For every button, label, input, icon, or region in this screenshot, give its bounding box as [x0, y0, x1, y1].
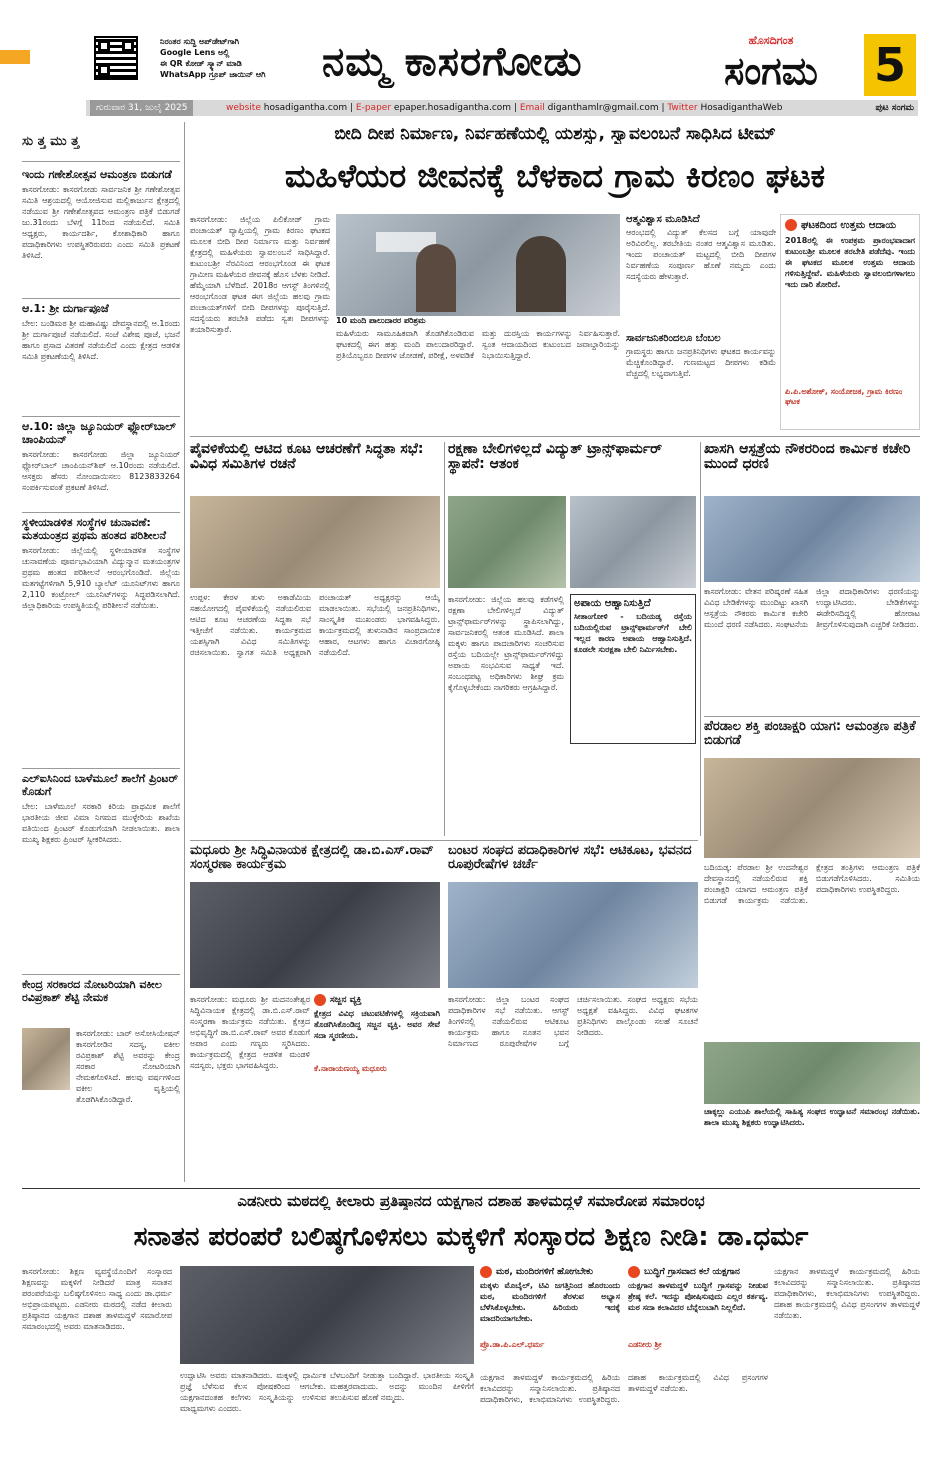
- bottom-col-mid: ಯಕ್ಷಗಾನ ತಾಳಮದ್ದಳೆ ಕಾರ್ಯಕ್ರಮದಲ್ಲಿ ಹಿರಿಯ ಕಲಾವಿದರನ್ನು ಸನ್ಮಾನಿಸಲಾಯಿತು. ಪ್ರತಿಷ್ಠಾನದ ಪದಾಧಿಕಾರಿಗಳು, ಕಲಾಭಿಮಾನಿಗಳು ಉಪಸ್ಥಿತರಿದ್ದರು. ದಶಾಹ ಕಾರ್ಯಕ್ರಮದಲ್ಲಿ ವಿವಿಧ ಪ್ರಸಂಗಗಳ ತಾಳಮದ್ದಳೆ ನಡೆಯಿತು.: [480, 1373, 768, 1404]
- transformer-photo-1: [448, 496, 566, 588]
- story-headline: ಪೆರಡಾಲ ಶಕ್ತಿ ಪಂಚಾಕ್ಷರಿ ಯಾಗ: ಆಮಂತ್ರಣ ಪತ್ರಿಕೆ ಬಿಡುಗಡೆ: [704, 720, 916, 748]
- bottom-photo: [180, 1266, 474, 1364]
- masthead: [0, 0, 945, 118]
- story-body: ಕಾಸರಗೋಡು: ಮಧೂರು ಶ್ರೀ ಮದನಂತೇಶ್ವರ ಸಿದ್ಧಿವಿನಾಯಕ ಕ್ಷೇತ್ರದಲ್ಲಿ ಡಾ.ಬಿ.ಎಸ್.ರಾವ್ ಸಂಸ್ಮರಣಾ ಕಾರ್ಯಕ್ರಮ ನಡೆಯಿತು. ಕ್ಷೇತ್ರದ ಅಭಿವೃದ್ಧಿಗೆ ಡಾ.ಬಿ.ಎಸ್.ರಾವ್ ಅವರ ಕೊಡುಗೆ ಅಪಾರ ಎಂದು ಗಣ್ಯರು ಸ್ಮರಿಸಿದರು. ಕಾರ್ಯಕ್ರಮದಲ್ಲಿ ಕ್ಷೇತ್ರದ ಆಡಳಿತ ಮಂಡಳಿ ಸದಸ್ಯರು, ಭಕ್ತರು ಭಾಗವಹಿಸಿದ್ದರು.: [190, 995, 310, 1070]
- story-box-head: ಅಪಾಯ ಆಹ್ವಾನಿಸುತ್ತಿದೆ: [574, 598, 651, 609]
- lead-quote: [780, 214, 920, 430]
- page-number: 5: [864, 34, 916, 96]
- sidebar-item-body: ಕಾಸರಗೋಡು: ಕಾಸರಗೋಡು ಜಿಲ್ಲಾ ಜ್ಯೂನಿಯರ್ ಫ್ಲೋರ್‌ಬಾಲ್ ಚಾಂಪಿಯನ್‌ಶಿಪ್ ಆ.10ರಂದು ನಡೆಯಲಿದೆ. ಆಸಕ್ತರು ಹೆಸರು ನೋಂದಾಯಿಸಲು 8123833264 ಸಂಪರ್ಕಿಸುವಂತೆ ಪ್ರಕಟಣೆ ತಿಳಿಸಿದೆ.: [22, 450, 180, 492]
- bottom-quote-2-head: ಬುದ್ಧಿಗೆ ಗ್ರಾಸವಾದ ಕಲೆ ಯಕ್ಷಗಾನ: [644, 1267, 740, 1277]
- story-photo: [190, 882, 440, 988]
- story-quote-body: ಕ್ಷೇತ್ರದ ವಿವಿಧ ಚಟುವಟಿಕೆಗಳಲ್ಲಿ ಸಕ್ರಿಯವಾಗಿ ತೊಡಗಿಸಿಕೊಂಡಿದ್ದ ಸಜ್ಜನ ವ್ಯಕ್ತಿ. ಅವರ ಸೇವೆ ಸದಾ ಸ್ಮರಣೀಯ.: [314, 1009, 440, 1040]
- bottom-col-1: ಕಾಸರಗೋಡು: ಶಿಕ್ಷಣ ವ್ಯವಸ್ಥೆಯೊಂದಿಗೆ ಸಂಸ್ಕಾರದ ಶಿಕ್ಷಣವನ್ನು ಮಕ್ಕಳಿಗೆ ನೀಡಿದರೆ ಮಾತ್ರ ಸನಾತನ ಪರಂಪರೆಯನ್ನು ಬಲಿಷ್ಠಗೊಳಿಸಲು ಸಾಧ್ಯ ಎಂದು ಡಾ.ಧರ್ಮ ಅಭಿಪ್ರಾಯಪಟ್ಟರು. ಎಡನೀರು ಮಠದಲ್ಲಿ ನಡೆದ ಕೀಲಾರು ಪ್ರತಿಷ್ಠಾನದ ಯಕ್ಷಗಾನ ದಶಾಹ ತಾಳಮದ್ದಳೆ ಸಮಾರೋಪ ಸಮಾರಂಭದಲ್ಲಿ ಅವರು ಮಾತನಾಡಿದರು.: [22, 1267, 172, 1331]
- bottom-quote-2-credit: ಎಡನೀರು ಶ್ರೀ: [628, 1340, 662, 1349]
- quote-icon: [628, 1266, 640, 1278]
- story-hospital-protest: [704, 442, 920, 712]
- sidebar-item-head: ಎಲ್‌ಐಸಿನಿಂದ ಬಾಳೆಮೂಲೆ ಶಾಲೆಗೆ ಪ್ರಿಂಟರ್ ಕೊಡುಗೆ: [22, 772, 178, 798]
- lead-photo-caption: 10 ಮಂದಿ ಪಾಲುದಾರರ ಪರಿಶ್ರಮ: [336, 316, 426, 325]
- bottom-kicker: ಎಡನೀರು ಮಠದಲ್ಲಿ ಕೀಲಾರು ಪ್ರತಿಷ್ಠಾನದ ಯಕ್ಷಗಾನ ದಶಾಹ ತಾಳಮದ್ದಳೆ ಸಮಾರೋಪ ಸಮಾರಂಭ: [237, 1192, 705, 1210]
- sidebar: [22, 122, 180, 1182]
- story-headline: ಖಾಸಗಿ ಆಸ್ಪತ್ರೆಯ ನೌಕರರಿಂದ ಕಾರ್ಮಿಕ ಕಚೇರಿ ಮುಂದೆ ಧರಣಿ: [704, 442, 911, 472]
- whatsapp-promo: [160, 36, 308, 80]
- school-photo: [704, 1042, 920, 1104]
- transformer-photo-2: [570, 496, 696, 588]
- page-title: ನಮ್ಮ ಕಾಸರಗೋಡು: [322, 39, 583, 85]
- quote-icon: [314, 994, 326, 1006]
- story-quote-credit: ಕೆ.ನಾರಾಯಣಯ್ಯ ಮಧೂರು: [314, 1064, 387, 1073]
- story-madhur: [190, 844, 440, 1184]
- bottom-headline: ಸನಾತನ ಪರಂಪರೆ ಬಲಿಷ್ಠಗೊಳಿಸಲು ಮಕ್ಕಳಿಗೆ ಸಂಸ್ಕಾರದ ಶಿಕ್ಷಣ ನೀಡಿ: ಡಾ.ಧರ್ಮ: [133, 1222, 809, 1252]
- info-strip: ಗುರುವಾರ 31, ಜುಲೈ 2025 website hosadigantha.com | E-paper epaper.hosadigantha.com | Email diganthamlr@gmail.com | Twitter HosadiganthaWeb ಪುಟ ಸಂಗಮ: [86, 100, 918, 116]
- bottom-quote-2-body: ಯಕ್ಷಗಾನ ತಾಳಮದ್ದಳೆ ಬುದ್ಧಿಗೆ ಗ್ರಾಸವನ್ನು ನೀಡುವ ಶ್ರೇಷ್ಠ ಕಲೆ. ಇದನ್ನು ಪೋಷಿಸುವುದು ಎಲ್ಲರ ಕರ್ತವ್ಯ. ಮಠ ಸದಾ ಕಲಾವಿದರ ಬೆನ್ನೆಲುಬಾಗಿ ನಿಲ್ಲಲಿದೆ.: [628, 1281, 768, 1312]
- bottom-quote-1: [480, 1266, 620, 1366]
- lead-box2-head: ಸಾರ್ವಜನಿಕರಿಂದಲೂ ಬೆಂಬಲ: [626, 333, 721, 344]
- story-headline: ರಕ್ಷಣಾ ಬೇಲಿಗಳಿಲ್ಲದೆ ವಿದ್ಯುತ್ ಟ್ರಾನ್ಸ್‌ಫಾರ್ಮರ್ ಸ್ಥಾಪನೆ: ಆತಂಕ: [448, 442, 663, 472]
- portrait-photo: [22, 1028, 70, 1090]
- lead-quote-credit: ಪಿ.ಪಿ.ಅಶೋಕ್, ಸಂಯೋಜಕ, ಗ್ರಾಮ ಕಿರಣಂ ಘಟಕ: [785, 387, 903, 406]
- brand-small: ಹೊಸದಿಗಂತ: [748, 34, 794, 47]
- issue-date: ಗುರುವಾರ 31, ಜುಲೈ 2025: [90, 100, 193, 116]
- story-headline: ಬಂಟರ ಸಂಘದ ಪದಾಧಿಕಾರಿಗಳ ಸಭೆ: ಆಟಿಕೂಟ, ಭವನದ ರೂಪುರೇಷೆಗಳ ಚರ್ಚೆ: [448, 844, 692, 872]
- lead-box-head: ಆತ್ಮವಿಶ್ವಾಸ ಮೂಡಿಸಿದೆ: [626, 214, 700, 225]
- sidebar-logo: ಸು ತ್ತ ಮು ತ್ತ: [22, 122, 180, 162]
- sidebar-item: [22, 302, 180, 414]
- sidebar-item: [22, 168, 180, 296]
- lead-col-mid: ಮಹಿಳೆಯರು ಸಾಮೂಹಿಕವಾಗಿ ತೊಡಗಿಕೊಂಡಿರುವ ಘಟಕದಲ್ಲಿ ಈಗ ಹತ್ತು ಮಂದಿ ಪಾಲುದಾರರಿದ್ದಾರೆ. ಪ್ರತಿಯೊಬ್ಬರೂ ದೀಪಗಳ ಜೋಡಣೆ, ಪರೀಕ್ಷೆ, ಅಳವಡಿಕೆ ಮತ್ತು ದುರಸ್ತಿಯ ಕಾರ್ಯಗಳನ್ನು ನಿರ್ವಹಿಸುತ್ತಾರೆ. ಸ್ವಂತ ಆದಾಯದಿಂದ ಕುಟುಂಬದ ಜವಾಬ್ದಾರಿಯನ್ನು ನಿಭಾಯಿಸುತ್ತಿದ್ದಾರೆ.: [336, 329, 620, 360]
- quote-icon: [785, 219, 797, 231]
- website-link[interactable]: hosadigantha.com: [263, 103, 348, 113]
- lead-photo: [336, 214, 620, 316]
- sidebar-item-body: ಕಾಸರಗೋಡು: ಕಾಸರಗೋಡು ಸಾರ್ವಜನಿಕ ಶ್ರೀ ಗಣೇಶೋತ್ಸವ ಸಮಿತಿ ಆಶ್ರಯದಲ್ಲಿ ಆಯೋಜಿಸುವ ಮಲ್ಲಿಕಾರ್ಜುನ ಕ್ಷೇತ್ರದಲ್ಲಿ ನಡೆಯುವ ಶ್ರೀ ಗಣೇಶೋತ್ಸವದ ಆಮಂತ್ರಣ ಪತ್ರಿಕೆ ಬಿಡುಗಡೆ ಜು.31ರಂದು ಬೆಳಗ್ಗೆ 11ರಿಂದ ನಡೆಯಲಿದೆ. ಸಮಿತಿ ಅಧ್ಯಕ್ಷರು, ಕಾರ್ಯದರ್ಶಿ, ಕೋಶಾಧಿಕಾರಿ ಹಾಗೂ ಪದಾಧಿಕಾರಿಗಳು ಉಪಸ್ಥಿತರಿರುವರು ಎಂದು ಸಮಿತಿ ಪ್ರಕಟಣೆ ತಿಳಿಸಿದೆ.: [22, 185, 180, 260]
- story-headline: ಮಧೂರು ಶ್ರೀ ಸಿದ್ಧಿವಿನಾಯಕ ಕ್ಷೇತ್ರದಲ್ಲಿ ಡಾ.ಬಿ.ಎಸ್.ರಾವ್ ಸಂಸ್ಮರಣಾ ಕಾರ್ಯಕ್ರಮ: [190, 844, 434, 872]
- story-box: [570, 594, 696, 744]
- story-quote-head: ಸಜ್ಜನ ವ್ಯಕ್ತಿ: [330, 995, 362, 1005]
- bottom-col-3: ಬೆಳಬಂದಿಗೆ ನೀಡುತ್ತಾ ಬಂದಿದ್ದಾರೆ. ಭಾರತೀಯ ಸಂಸ್ಕೃತಿ ಮಹತ್ತರವಾದುದು. ಅದನ್ನು ಮುಂದಿನ ಪೀಳಿಗೆಗೆ ತಲುಪಿಸುವ ಹೊಣೆ ನಮ್ಮದು.: [330, 1371, 474, 1402]
- bottom-quote-1-credit: ಪ್ರೊ.ಡಾ.ಪಿ.ಎಲ್.ಧರ್ಮ: [480, 1340, 545, 1349]
- promo-line-4: WhatsApp ಗ್ರೂಪ್ ಜಾಯಿನ್ ಆಗಿ: [160, 70, 266, 79]
- sidebar-item-head: ಆ.1: ಶ್ರೀ ದುರ್ಗಾಪೂಜೆ: [22, 302, 109, 315]
- bottom-col-right: ಯಕ್ಷಗಾನ ತಾಳಮದ್ದಳೆ ಕಾರ್ಯಕ್ರಮದಲ್ಲಿ ಹಿರಿಯ ಕಲಾವಿದರನ್ನು ಸನ್ಮಾನಿಸಲಾಯಿತು. ಪ್ರತಿಷ್ಠಾನದ ಪದಾಧಿಕಾರಿಗಳು, ಕಲಾಭಿಮಾನಿಗಳು ಉಪಸ್ಥಿತರಿದ್ದರು. ದಶಾಹ ಕಾರ್ಯಕ್ರಮದಲ್ಲಿ ವಿವಿಧ ಪ್ರಸಂಗಗಳ ತಾಳಮದ್ದಳೆ ನಡೆಯಿತು.: [774, 1267, 920, 1320]
- school-caption: ಚಾಕ್ಕಲ್ಲು ಎಯುಪಿ ಶಾಲೆಯಲ್ಲಿ ಸಾಹಿತ್ಯ ಸಂಘದ ಉದ್ಘಾಟನೆ ಸಮಾರಂಭ ನಡೆಯಿತು. ಶಾಲಾ ಮುಖ್ಯ ಶಿಕ್ಷಕರು ಉದ್ಘಾಟಿಸಿದರು.: [704, 1107, 920, 1127]
- promo-line-2: Google Lens ಅಲ್ಲಿ: [160, 48, 230, 57]
- sidebar-item-head: ಆ.10: ಜಿಲ್ಲಾ ಜ್ಯೂನಿಯರ್ ಫ್ಲೋರ್‌ಬಾಲ್ ಚಾಂಪಿಯನ್: [22, 420, 176, 446]
- email-link[interactable]: diganthamlr@gmail.com: [547, 103, 659, 113]
- bottom-quote-1-body: ಮಕ್ಕಳು ಮೊಬೈಲ್, ಟಿವಿ ಜಗತ್ತಿನಿಂದ ಹೊರಬಂದು ಮಠ, ಮಂದಿರಗಳಿಗೆ ತೆರಳುವ ಅಭ್ಯಾಸ ಬೆಳೆಸಿಕೊಳ್ಳಬೇಕು. ಹಿರಿಯರು ಇದಕ್ಕೆ ಮಾದರಿಯಾಗಬೇಕು.: [480, 1281, 620, 1323]
- lead-quote-head: ಘಟಕದಿಂದ ಉತ್ತಮ ಆದಾಯ: [801, 219, 897, 231]
- story-body: ಉಪ್ಪಳ: ಕೇರಳ ತುಳು ಅಕಾಡೆಮಿಯ ಸಹಯೋಗದಲ್ಲಿ ಪೈವಳಿಕೆಯಲ್ಲಿ ನಡೆಯಲಿರುವ ಆಟಿದ ಕೂಟ ಆಚರಣೆಯ ಸಿದ್ಧತಾ ಸಭೆ ಇತ್ತೀಚೆಗೆ ನಡೆಯಿತು. ಕಾರ್ಯಕ್ರಮದ ಯಶಸ್ಸಿಗಾಗಿ ವಿವಿಧ ಸಮಿತಿಗಳನ್ನು ರಚಿಸಲಾಯಿತು. ಸ್ವಾಗತ ಸಮಿತಿ ಅಧ್ಯಕ್ಷರಾಗಿ ಪಂಚಾಯತ್ ಅಧ್ಯಕ್ಷರನ್ನು ಆಯ್ಕೆ ಮಾಡಲಾಯಿತು. ಸಭೆಯಲ್ಲಿ ಜನಪ್ರತಿನಿಧಿಗಳು, ಸಾಂಸ್ಕೃತಿಕ ಮುಖಂಡರು ಭಾಗವಹಿಸಿದ್ದರು. ಕಾರ್ಯಕ್ರಮದಲ್ಲಿ ತುಳುನಾಡಿನ ಸಾಂಪ್ರದಾಯಿಕ ಆಹಾರ, ಆಟಗಳು ಹಾಗೂ ವಿಚಾರಗೋಷ್ಠಿ ನಡೆಯಲಿದೆ.: [190, 593, 440, 657]
- lead-col-1: ಕಾಸರಗೋಡು: ಜಿಲ್ಲೆಯ ಪಿಲಿಕೋಡ್ ಗ್ರಾಮ ಪಂಚಾಯತ್ ವ್ಯಾಪ್ತಿಯಲ್ಲಿ ಗ್ರಾಮ ಕಿರಣಂ ಘಟಕದ ಮೂಲಕ ಬೀದಿ ದೀಪ ನಿರ್ಮಾಣ ಮತ್ತು ನಿರ್ವಹಣೆ ಕ್ಷೇತ್ರದಲ್ಲಿ ಮಹಿಳೆಯರು ಸ್ವಾವಲಂಬನೆ ಸಾಧಿಸಿದ್ದಾರೆ. ಕುಟುಂಬಶ್ರೀ ನೆರವಿನಿಂದ ಆರಂಭಗೊಂಡ ಈ ಘಟಕ ಗ್ರಾಮೀಣ ಮಹಿಳೆಯರ ಜೀವನಕ್ಕೆ ಹೊಸ ಬೆಳಕು ನೀಡಿದೆ. ಹೆಮ್ಮೆಯಾಗಿ ಬೆಳೆದಿದೆ. 2018ರ ಆಗಸ್ಟ್ ತಿಂಗಳಿನಲ್ಲಿ ಆರಂಭಗೊಂಡ ಘಟಕ ಈಗ ಜಿಲ್ಲೆಯ ಹಲವು ಗ್ರಾಮ ಪಂಚಾಯತ್‌ಗಳಿಗೆ ಬೀದಿ ದೀಪಗಳನ್ನು ಪೂರೈಸುತ್ತಿದೆ. ಸದಸ್ಯೆಯರು ತರಬೇತಿ ಪಡೆದು ಸ್ವತಃ ದೀಪಗಳನ್ನು ತಯಾರಿಸುತ್ತಾರೆ.: [190, 215, 330, 334]
- story-photo: [704, 758, 920, 858]
- email-label: Email: [519, 103, 545, 113]
- story-photo: [704, 496, 920, 582]
- brand-big: ಸಂಗಮ: [724, 49, 818, 93]
- story-photo: [190, 496, 440, 588]
- lead-box2-body: ಗ್ರಾಮಸ್ಥರು ಹಾಗೂ ಜನಪ್ರತಿನಿಧಿಗಳು ಘಟಕದ ಕಾರ್ಯವನ್ನು ಮೆಚ್ಚಿಕೊಂಡಿದ್ದಾರೆ. ಗುಣಮಟ್ಟದ ದೀಪಗಳು ಕಡಿಮೆ ವೆಚ್ಚದಲ್ಲಿ ಲಭ್ಯವಾಗುತ್ತಿವೆ.: [626, 347, 776, 378]
- bottom-quote-1-head: ಮಠ, ಮಂದಿರಗಳಿಗೆ ಹೋಗಬೇಕು: [496, 1267, 593, 1277]
- story-aati-koota: [190, 442, 440, 836]
- bottom-quote-2: [628, 1266, 768, 1366]
- sidebar-item-head: ಸ್ಥಳೀಯಾಡಳಿತ ಸಂಸ್ಥೆಗಳ ಚುನಾವಣೆ: ಮತಯಂತ್ರದ ಪ್ರಥಮ ಹಂತದ ಪರಿಶೀಲನೆ: [22, 516, 167, 542]
- sidebar-item-head: ಇಂದು ಗಣೇಶೋತ್ಸವ ಆಮಂತ್ರಣ ಬಿಡುಗಡೆ: [22, 168, 172, 181]
- lead-quote-body: 2018ರಲ್ಲಿ ಈ ಉಪಕ್ರಮ ಪ್ರಾರಂಭವಾದಾಗ ಕುಟುಂಬಶ್ರೀ ಮೂಲಕ ತರಬೇತಿ ಪಡೆದೆವು. ಇಂದು ಈ ಘಟಕದ ಮೂಲಕ ಉತ್ತಮ ಆದಾಯ ಗಳಿಸುತ್ತಿದ್ದೇವೆ. ಮಹಿಳೆಯರು ಸ್ವಾವಲಂಬಿಗಳಾಗಲು ಇದು ದಾರಿ ತೋರಿದೆ.: [785, 236, 915, 289]
- sidebar-item: [22, 516, 180, 766]
- sidebar-item-body: ಕಾಸರಗೋಡು: ಬಾರ್ ಅಸೋಸಿಯೇಷನ್ ಕಾಸರಗೋಡಿನ ಸದಸ್ಯ, ವಕೀಲ ರವಿಪ್ರಕಾಶ್ ಶೆಟ್ಟಿ ಅವರನ್ನು ಕೇಂದ್ರ ಸರಕಾರ ನೋಟರಿಯಾಗಿ ನೇಮಕಗೊಳಿಸಿದೆ. ಹಲವು ವರ್ಷಗಳಿಂದ ವಕೀಲ ವೃತ್ತಿಯಲ್ಲಿ ತೊಡಗಿಸಿಕೊಂಡಿದ್ದಾರೆ.: [76, 1029, 180, 1104]
- promo-line-3: ಈ QR ಕೋಡ್ ಸ್ಕ್ಯಾನ್ ಮಾಡಿ: [160, 59, 242, 68]
- sidebar-item: [22, 420, 180, 510]
- brand-logo: [682, 34, 860, 98]
- sidebar-item-body: ಬೇಲ: ಬಂಡಿಮಠ ಶ್ರೀ ಮಹಾವಿಷ್ಣು ದೇವಸ್ಥಾನದಲ್ಲಿ ಆ.1ರಂದು ಶ್ರೀ ದುರ್ಗಾಪೂಜೆ ನಡೆಯಲಿದೆ. ಸಂಜೆ ವಿಶೇಷ ಪೂಜೆ, ಭಜನೆ ಹಾಗೂ ಪ್ರಸಾದ ವಿತರಣೆ ನಡೆಯಲಿದೆ ಎಂದು ಕ್ಷೇತ್ರದ ಆಡಳಿತ ಸಮಿತಿ ಪ್ರಕಟಣೆಯಲ್ಲಿ ತಿಳಿಸಿದೆ.: [22, 319, 180, 361]
- sidebar-item-body: ಬೇಲ: ಬಾಳೆಮೂಲೆ ಸರಕಾರಿ ಕಿರಿಯ ಪ್ರಾಥಮಿಕ ಶಾಲೆಗೆ ಭಾರತೀಯ ಜೀವ ವಿಮಾ ನಿಗಮದ ಮುಳ್ಳೇರಿಯ ಶಾಖೆಯ ವತಿಯಿಂದ ಪ್ರಿಂಟರ್ ಕೊಡುಗೆಯಾಗಿ ನೀಡಲಾಯಿತು. ಶಾಲಾ ಮುಖ್ಯ ಶಿಕ್ಷಕರು ಪ್ರಿಂಟರ್ ಸ್ವೀಕರಿಸಿದರು.: [22, 802, 180, 844]
- twitter-label: Twitter: [667, 103, 698, 113]
- story-transformer: [448, 442, 696, 836]
- sidebar-item: [22, 772, 180, 972]
- website-label: website: [226, 103, 261, 113]
- story-peradala: [704, 720, 920, 1184]
- quote-icon: [480, 1266, 492, 1278]
- lead-kicker: ಬೀದಿ ದೀಪ ನಿರ್ಮಾಣ, ನಿರ್ವಹಣೆಯಲ್ಲಿ ಯಶಸ್ಸು, ಸ್ವಾವಲಂಬನೆ ಸಾಧಿಸಿದ ಟೀಮ್: [334, 124, 776, 144]
- epaper-label: E-paper: [355, 103, 392, 113]
- pullout-label: ಪುಟ ಸಂಗಮ: [875, 103, 914, 113]
- sidebar-item-body: ಕಾಸರಗೋಡು: ಜಿಲ್ಲೆಯಲ್ಲಿ ಸ್ಥಳೀಯಾಡಳಿತ ಸಂಸ್ಥೆಗಳ ಚುನಾವಣೆಯ ಪೂರ್ವಭಾವಿಯಾಗಿ ವಿದ್ಯುನ್ಮಾನ ಮತಯಂತ್ರಗಳ ಪ್ರಥಮ ಹಂತದ ಪರಿಶೀಲನೆ ಆರಂಭಗೊಂಡಿದೆ. ಜಿಲ್ಲೆಯ ಮತಗಟ್ಟೆಗಳಿಗಾಗಿ 5,910 ಬ್ಯಾಲೆಟ್ ಯೂನಿಟ್‌ಗಳು ಹಾಗೂ 2,110 ಕಂಟ್ರೋಲ್ ಯೂನಿಟ್‌ಗಳನ್ನು ಸಿದ್ಧಪಡಿಸಲಾಗಿದೆ. ಜಿಲ್ಲಾಧಿಕಾರಿಯ ಉಪಸ್ಥಿತಿಯಲ್ಲಿ ಪರಿಶೀಲನೆ ನಡೆಯಿತು.: [22, 546, 180, 610]
- lead-headline: ಮಹಿಳೆಯರ ಜೀವನಕ್ಕೆ ಬೆಳಕಾದ ಗ್ರಾಮ ಕಿರಣಂ ಘಟಕ: [284, 157, 826, 195]
- lead-box: [626, 214, 776, 430]
- twitter-link[interactable]: HosadiganthaWeb: [700, 103, 783, 113]
- story-photo: [448, 882, 698, 988]
- qr-code-icon[interactable]: [94, 36, 138, 80]
- story-quote: [314, 994, 440, 1094]
- page-edge-marker: [0, 50, 30, 64]
- story-box-body: ಸೀತಾಂಗೋಳಿ - ಬದಿಯಡ್ಕ ರಸ್ತೆಯ ಬದಿಯಲ್ಲಿರುವ ಟ್ರಾನ್ಸ್‌ಫಾರ್ಮರ್‌ಗೆ ಬೇಲಿ ಇಲ್ಲದ ಕಾರಣ ಅಪಾಯ ಆಹ್ವಾನಿಸುತ್ತಿದೆ. ಕೂಡಲೇ ಸುರಕ್ಷತಾ ಬೇಲಿ ನಿರ್ಮಿಸಬೇಕು.: [574, 612, 692, 654]
- promo-line-1: ನಿರಂತರ ಸುದ್ದಿ ಅಪ್‌ಡೇಟ್‌ಗಾಗಿ: [160, 37, 240, 46]
- bottom-col-2: ಉದ್ಘಾಟಿಸಿ ಅವರು ಮಾತನಾಡಿದರು. ಮಕ್ಕಳಲ್ಲಿ ಧಾರ್ಮಿಕ ಪ್ರಜ್ಞೆ ಬೆಳೆಸುವ ಕೆಲಸ ಪೋಷಕರಿಂದ ಆಗಬೇಕು. ಯಕ್ಷಗಾನದಂತಹ ಕಲೆಗಳು ಸಂಸ್ಕೃತಿಯನ್ನು ಉಳಿಸುವ ಮಾಧ್ಯಮಗಳು ಎಂದರು.: [180, 1371, 326, 1413]
- sidebar-item-head: ಕೇಂದ್ರ ಸರಕಾರದ ನೋಟರಿಯಾಗಿ ವಕೀಲ ರವಿಪ್ರಕಾಶ್ ಶೆಟ್ಟಿ ನೇಮಕ: [22, 978, 162, 1004]
- story-body: ಕಾಸರಗೋಡು: ಜಿಲ್ಲೆಯ ಹಲವು ಕಡೆಗಳಲ್ಲಿ ರಕ್ಷಣಾ ಬೇಲಿಗಳಿಲ್ಲದೆ ವಿದ್ಯುತ್ ಟ್ರಾನ್ಸ್‌ಫಾರ್ಮರ್‌ಗಳನ್ನು ಸ್ಥಾಪಿಸಲಾಗಿದ್ದು, ಸಾರ್ವಜನಿಕರಲ್ಲಿ ಆತಂಕ ಮೂಡಿಸಿದೆ. ಶಾಲಾ ಮಕ್ಕಳು ಹಾಗೂ ಪಾದಚಾರಿಗಳು ಸಂಚರಿಸುವ ರಸ್ತೆಯ ಬದಿಯಲ್ಲೇ ಟ್ರಾನ್ಸ್‌ಫಾರ್ಮರ್‌ಗಳಿದ್ದು ಅಪಾಯ ಸಂಭವಿಸುವ ಸಾಧ್ಯತೆ ಇದೆ. ಸಂಬಂಧಪಟ್ಟ ಅಧಿಕಾರಿಗಳು ಶೀಘ್ರ ಕ್ರಮ ಕೈಗೊಳ್ಳಬೇಕೆಂದು ನಾಗರಿಕರು ಆಗ್ರಹಿಸಿದ್ದಾರೆ.: [448, 595, 564, 692]
- story-bunt-sangha: [448, 844, 698, 1184]
- sidebar-item: [22, 978, 180, 1178]
- story-headline: ಪೈವಳಿಕೆಯಲ್ಲಿ ಆಟಿದ ಕೂಟ ಆಚರಣೆಗೆ ಸಿದ್ಧತಾ ಸಭೆ: ವಿವಿಧ ಸಮಿತಿಗಳ ರಚನೆ: [190, 442, 424, 472]
- story-body: ಕಾಸರಗೋಡು: ವೇತನ ಪರಿಷ್ಕರಣೆ ಸಹಿತ ವಿವಿಧ ಬೇಡಿಕೆಗಳನ್ನು ಮುಂದಿಟ್ಟು ಖಾಸಗಿ ಆಸ್ಪತ್ರೆಯ ನೌಕರರು ಕಾರ್ಮಿಕ ಕಚೇರಿ ಮುಂದೆ ಧರಣಿ ನಡೆಸಿದರು. ಸಂಘಟನೆಯ ಜಿಲ್ಲಾ ಪದಾಧಿಕಾರಿಗಳು ಧರಣಿಯನ್ನು ಉದ್ಘಾಟಿಸಿದರು. ಬೇಡಿಕೆಗಳನ್ನು ಈಡೇರಿಸದಿದ್ದಲ್ಲಿ ಹೋರಾಟ ತೀವ್ರಗೊಳಿಸುವುದಾಗಿ ಎಚ್ಚರಿಕೆ ನೀಡಿದರು.: [704, 587, 920, 629]
- lead-box-body: ಆರಂಭದಲ್ಲಿ ವಿದ್ಯುತ್ ಕೆಲಸದ ಬಗ್ಗೆ ಯಾವುದೇ ಅರಿವಿರಲಿಲ್ಲ. ತರಬೇತಿಯ ನಂತರ ಆತ್ಮವಿಶ್ವಾಸ ಮೂಡಿತು. ಇಂದು ಪಂಚಾಯತ್ ಮಟ್ಟದಲ್ಲಿ ಬೀದಿ ದೀಪಗಳ ನಿರ್ವಹಣೆಯ ಸಂಪೂರ್ಣ ಹೊಣೆ ನಮ್ಮದು ಎಂದು ಸದಸ್ಯೆಯರು ಹೇಳುತ್ತಾರೆ.: [626, 228, 776, 281]
- epaper-link[interactable]: epaper.hosadigantha.com: [393, 103, 512, 113]
- story-body: ಬದಿಯಡ್ಕ: ಪೆರಡಾಲ ಶ್ರೀ ಉದನೇಶ್ವರ ದೇವಸ್ಥಾನದಲ್ಲಿ ನಡೆಯಲಿರುವ ಶಕ್ತಿ ಪಂಚಾಕ್ಷರಿ ಯಾಗದ ಆಮಂತ್ರಣ ಪತ್ರಿಕೆ ಬಿಡುಗಡೆ ಕಾರ್ಯಕ್ರಮ ನಡೆಯಿತು. ಕ್ಷೇತ್ರದ ತಂತ್ರಿಗಳು ಆಮಂತ್ರಣ ಪತ್ರಿಕೆ ಬಿಡುಗಡೆಗೊಳಿಸಿದರು. ಸಮಿತಿಯ ಪದಾಧಿಕಾರಿಗಳು ಉಪಸ್ಥಿತರಿದ್ದರು.: [704, 863, 920, 905]
- story-body: ಕಾಸರಗೋಡು: ಜಿಲ್ಲಾ ಬಂಟರ ಸಂಘದ ಪದಾಧಿಕಾರಿಗಳ ಸಭೆ ನಡೆಯಿತು. ಆಗಸ್ಟ್ ತಿಂಗಳಿನಲ್ಲಿ ನಡೆಯಲಿರುವ ಆಟಿಕೂಟ ಕಾರ್ಯಕ್ರಮ ಹಾಗೂ ನೂತನ ಭವನ ನಿರ್ಮಾಣದ ರೂಪುರೇಷೆಗಳ ಬಗ್ಗೆ ಚರ್ಚಿಸಲಾಯಿತು. ಸಂಘದ ಅಧ್ಯಕ್ಷರು ಸಭೆಯ ಅಧ್ಯಕ್ಷತೆ ವಹಿಸಿದ್ದರು. ವಿವಿಧ ಘಟಕಗಳ ಪ್ರತಿನಿಧಿಗಳು ಪಾಲ್ಗೊಂಡು ಸಲಹೆ ಸೂಚನೆ ನೀಡಿದರು.: [448, 995, 698, 1048]
